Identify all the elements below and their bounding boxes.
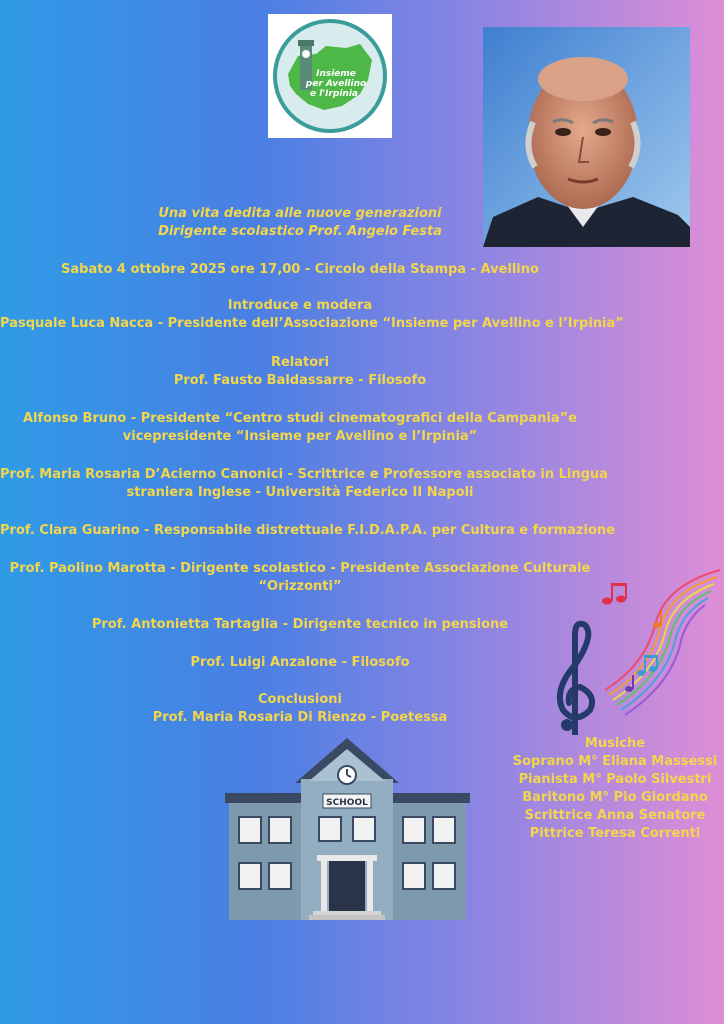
- intro-heading: Introduce e modera: [227, 298, 373, 313]
- event-line: Sabato 4 ottobre 2025 ore 17,00 - Circolo della Stampa - Avellino: [61, 262, 539, 277]
- logo-text-2: per Avellino: [305, 79, 367, 89]
- musiche-item-3: Baritono M° Pio Giordano: [522, 790, 708, 805]
- logo-text-3: e l'Irpinia: [310, 89, 358, 99]
- speaker-4-line-1: Prof. Clara Guarino - Responsabile distrettuale F.I.D.A.P.A. per Cultura e formazione: [0, 523, 615, 538]
- school-sign: SCHOOL: [326, 798, 368, 808]
- conclusioni-heading: Conclusioni: [258, 692, 342, 707]
- musiche-item-5: Pittrice Teresa Correnti: [529, 826, 701, 841]
- musiche-item-4: Scrittrice Anna Senatore: [524, 808, 706, 823]
- speaker-2: [0, 410, 600, 446]
- speaker-7-line-1: Prof. Luigi Anzalone - Filosofo: [190, 655, 410, 670]
- speaker-4: [0, 522, 615, 540]
- musiche-item-1: Soprano M° Eliana Massessi: [512, 754, 718, 769]
- speaker-5-line-2: “Orizzonti”: [258, 579, 342, 594]
- tagline-line-1: Una vita dedita alle nuove generazioni: [158, 206, 442, 221]
- musiche-item-2: Pianista M° Paolo Silvestri: [518, 772, 712, 787]
- speaker-3-line-1: Prof. Maria Rosaria D’Acierno Canonici - Scrittrice e Professore associato in Lingua: [0, 467, 608, 482]
- conclusioni-section: [0, 691, 600, 727]
- speaker-2-line-1: Alfonso Bruno - Presidente “Centro studi cinematografici della Campania”e: [22, 411, 577, 426]
- speaker-7: [0, 654, 600, 672]
- speaker-5-line-1: Prof. Paolino Marotta - Dirigente scolastico - Presidente Associazione Culturale: [9, 561, 591, 576]
- school-building-illustration: [225, 735, 470, 920]
- intro-section: [0, 297, 624, 333]
- speaker-5: [0, 560, 600, 596]
- speaker-1: Prof. Fausto Baldassarre - Filosofo: [173, 373, 427, 388]
- speaker-3-line-2: straniera Inglese - Università Federico II Napoli: [126, 485, 474, 500]
- event-info: [0, 261, 600, 279]
- speaker-2-line-2: vicepresidente “Insieme per Avellino e l’Irpinia”: [122, 429, 478, 444]
- speaker-6: [0, 616, 600, 634]
- relatori-section: [0, 354, 600, 390]
- speaker-6-line-1: Prof. Antonietta Tartaglia - Dirigente tecnico in pensione: [91, 617, 509, 632]
- musiche-heading: Musiche: [584, 736, 646, 751]
- tagline-line-2: Dirigente scolastico Prof. Angelo Festa: [158, 224, 442, 239]
- logo-text-1: Insieme: [316, 69, 356, 79]
- relatori-heading: Relatori: [270, 355, 330, 370]
- conclusioni-text: Prof. Maria Rosaria Di Rienzo - Poetessa: [152, 710, 448, 725]
- intro-text: Pasquale Luca Nacca - Presidente dell’Associazione “Insieme per Avellino e l’Irpinia”: [0, 316, 624, 331]
- musiche-section: [505, 735, 724, 843]
- speaker-3: [0, 466, 608, 502]
- tagline: [0, 205, 600, 241]
- association-logo: [268, 14, 392, 138]
- music-notes-illustration: [545, 565, 720, 735]
